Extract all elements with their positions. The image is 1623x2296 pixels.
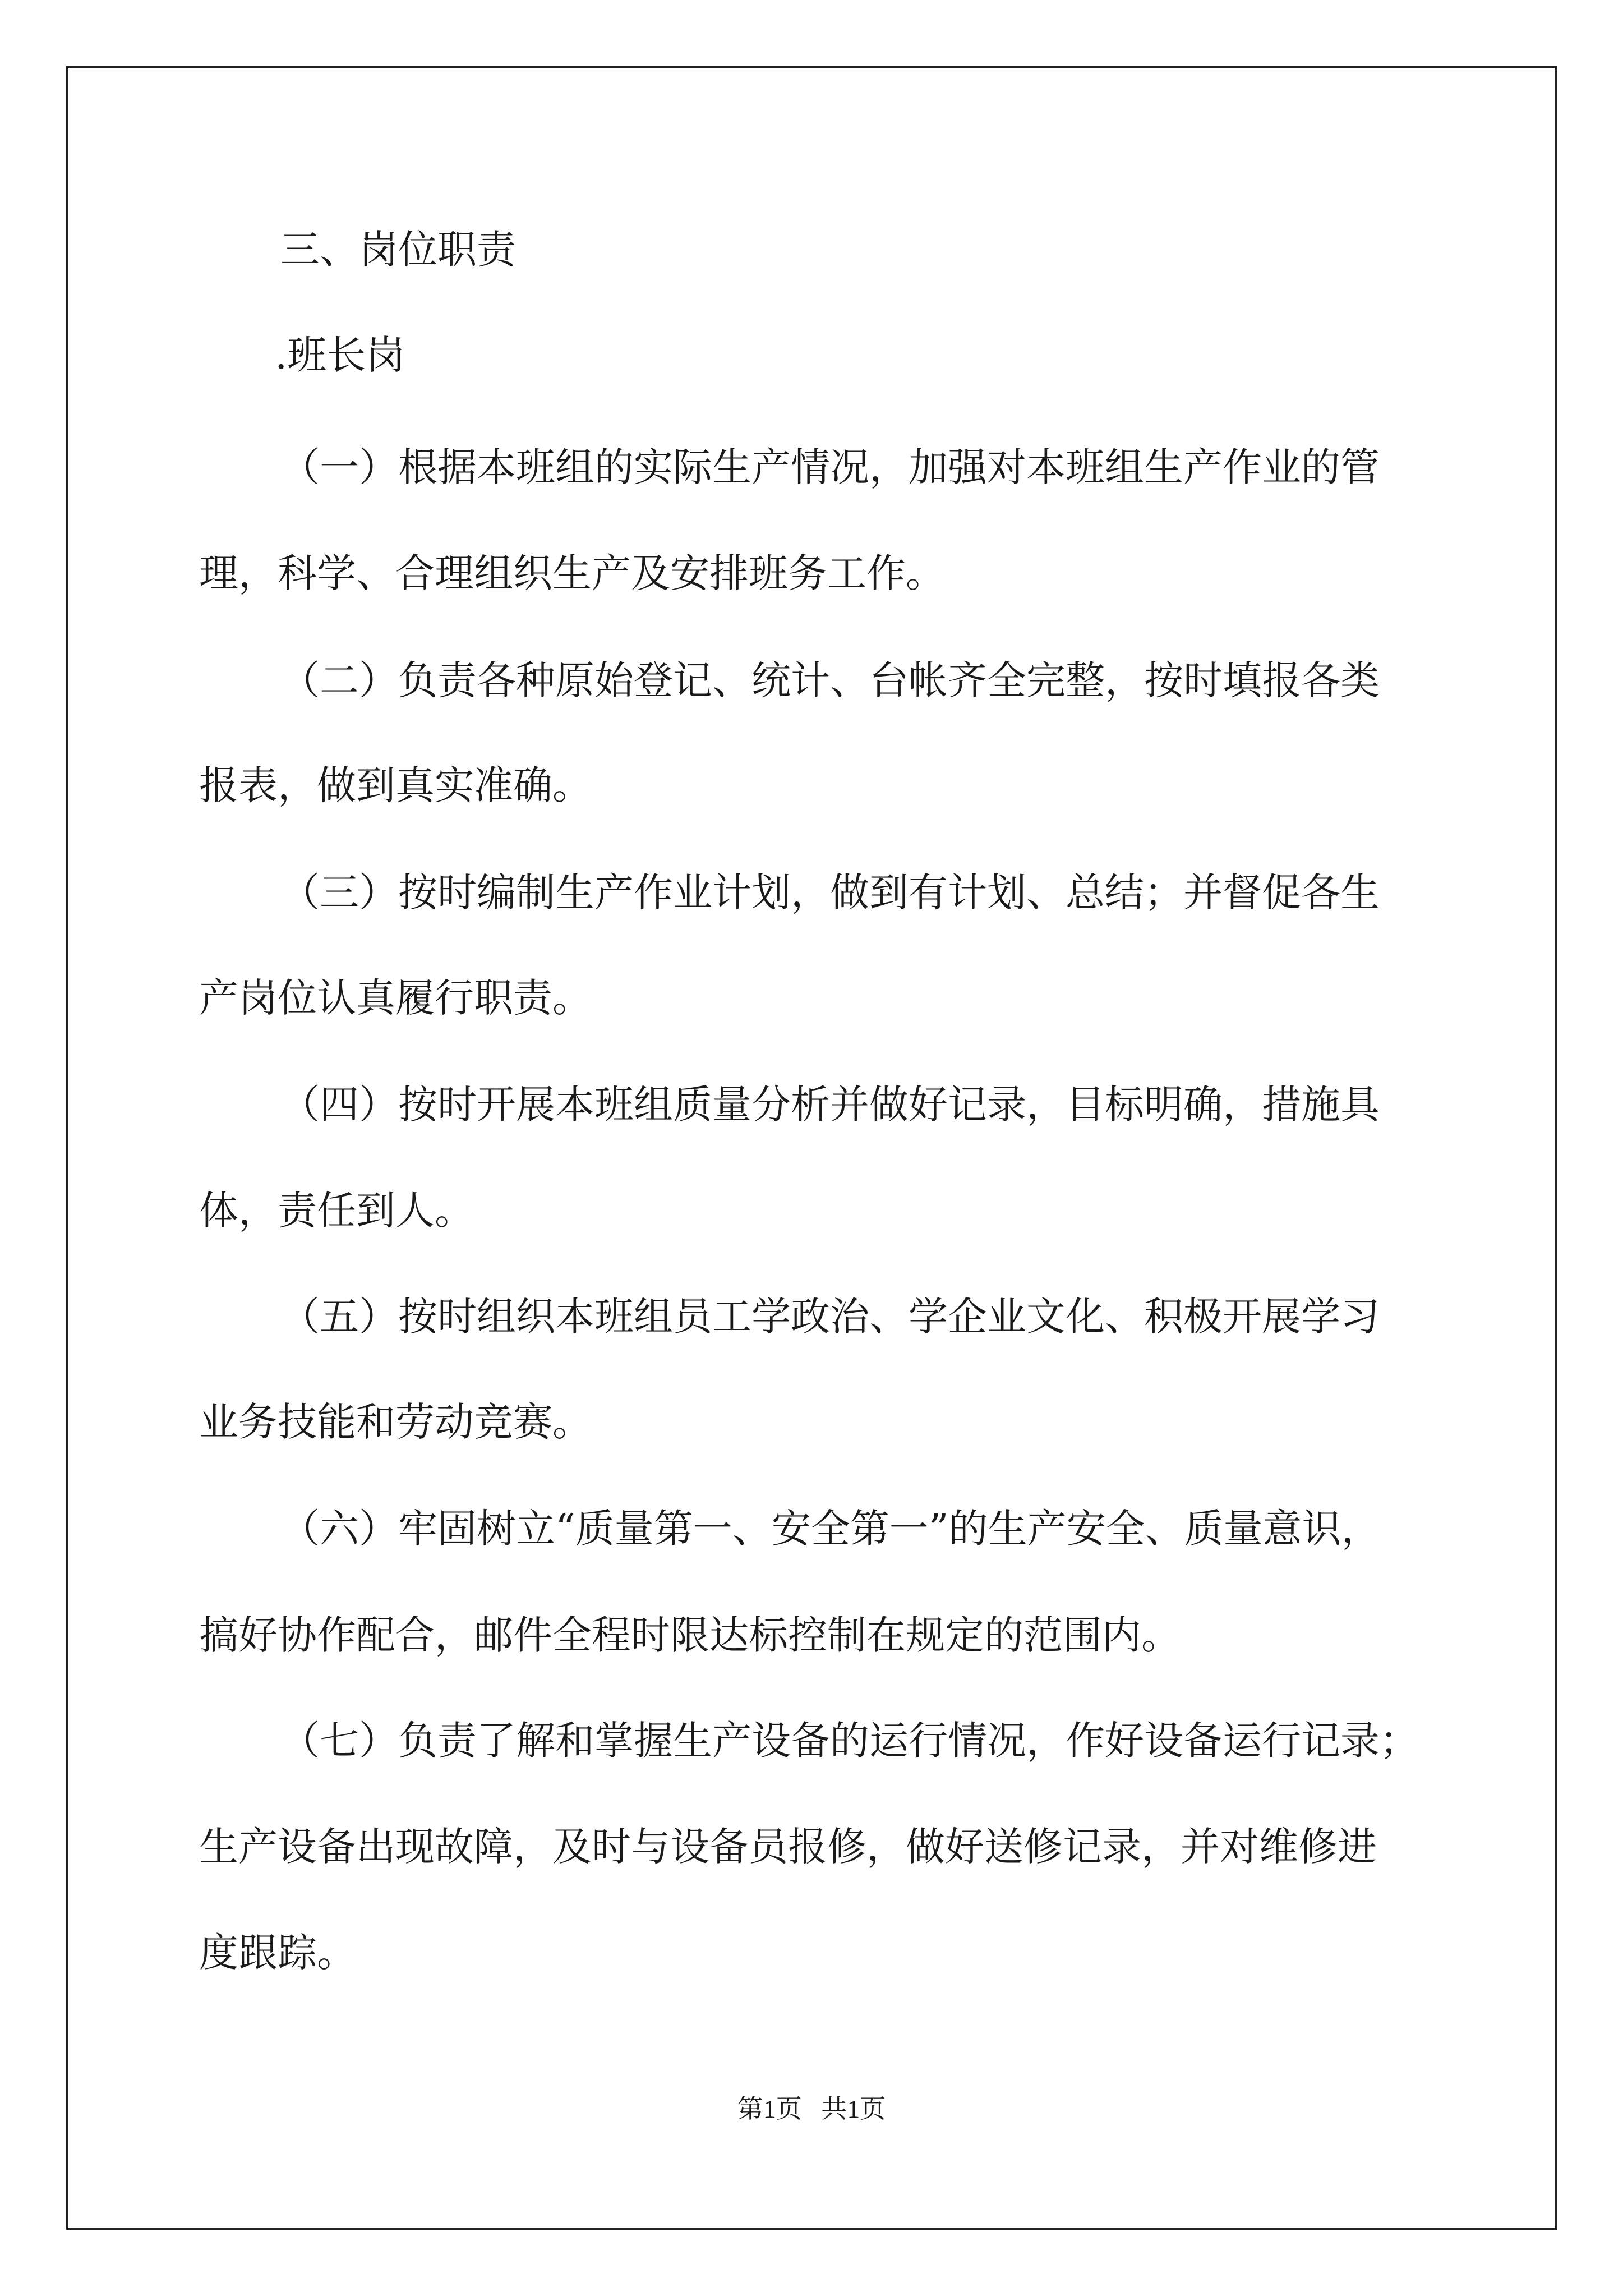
paragraph-1-line-2: 理，科学、合理组织生产及安排班务工作。 — [199, 550, 945, 596]
page-border — [66, 66, 1557, 2230]
paragraph-6-line-1: （六）牢固树立“质量第一、安全第一”的生产安全、质量意识， — [280, 1506, 1381, 1552]
paragraph-7-line-1: （七）负责了解和掌握生产设备的运行情况，作好设备运行记录； — [280, 1718, 1419, 1764]
page-number-footer: 第1页 共1页 — [737, 2095, 886, 2123]
paragraph-2-line-1: （二）负责各种原始登记、统计、台帐齐全完整，按时填报各类 — [280, 657, 1380, 703]
paragraph-3-line-1: （三）按时编制生产作业计划，做到有计划、总结；并督促各生 — [280, 869, 1380, 915]
paragraph-7-line-2: 生产设备出现故障，及时与设备员报修，做好送修记录，并对维修进 — [199, 1824, 1377, 1870]
paragraph-1-line-1: （一）根据本班组的实际生产情况，加强对本班组生产作业的管 — [280, 444, 1380, 490]
paragraph-2-line-2: 报表，做到真实准确。 — [199, 762, 592, 808]
paragraph-7-line-3: 度跟踪。 — [199, 1930, 356, 1976]
paragraph-4-line-2: 体，责任到人。 — [199, 1188, 474, 1234]
paragraph-5-line-1: （五）按时组织本班组员工学政治、学企业文化、积极开展学习 — [280, 1294, 1380, 1340]
paragraph-5-line-2: 业务技能和劳动竞赛。 — [199, 1399, 592, 1445]
paragraph-3-line-2: 产岗位认真履行职责。 — [199, 975, 592, 1021]
paragraph-4-line-1: （四）按时开展本班组质量分析并做好记录，目标明确，措施具 — [280, 1082, 1380, 1128]
subheading: .班长岗 — [275, 332, 405, 378]
paragraph-6-line-2: 搞好协作配合，邮件全程时限达标控制在规定的范围内。 — [199, 1612, 1181, 1658]
section-heading: 三、岗位职责 — [280, 227, 516, 273]
